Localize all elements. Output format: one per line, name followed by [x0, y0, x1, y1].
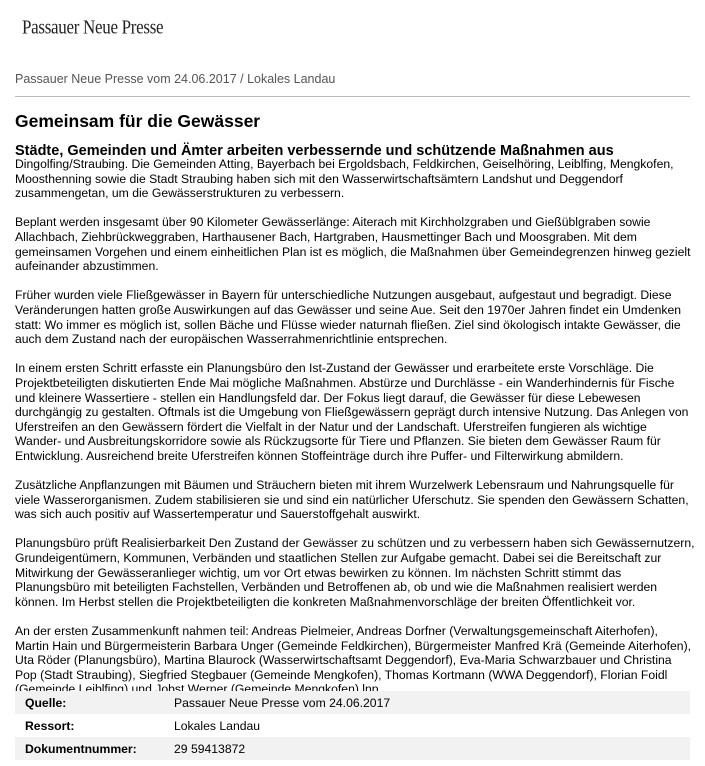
article-paragraph: An der ersten Zusammenkunft nahmen teil: Andreas Pielmeier, Andreas Dorfner (Verwaltungsgemeinschaft Aiterhofen), Martin Hain und Bürgermeisterin Barbara Unger (Gemeinde Feldkirchen), Bürgermeister Manfred Krä (Gemeinde Aiterhofen), Uta Röder (Planungsbüro), Martina Blaurock (Wasserwirtschaftsamt Deggendorf), Eva-Maria Schwarzbauer und Christina Pop (Stadt Straubing), Siegfried Stegbauer (Gemeinde Mengkofen), Thomas Kortmann (WWA Deggendorf), Florian Foidl (Gemeinde Leiblfing) und Jobst Werner (Gemeinde Mengkofen).lnp [15, 624, 692, 697]
article-paragraph: Früher wurden viele Fließgewässer in Bayern für unterschiedliche Nutzungen ausgebaut, aufgestaut und begradigt. Diese Veränderungen hatten große Auswirkungen auf das Gewässer und seine Aue. Seit den 1970er Jahren findet ein Umdenken statt: Wo immer es möglich ist, sollen Bäche und Flüsse wieder naturnah fließen. Ziel sind ökologisch intakte Gewässer, die auch dem Zustand nach der europäischen Wasserrahmenrichtlinie entsprechen. [15, 288, 682, 347]
meta-row-quelle [15, 691, 690, 714]
source-line: Passauer Neue Presse vom 24.06.2017 / Lokales Landau [15, 72, 336, 86]
article-paragraph: In einem ersten Schritt erfasste ein Planungsbüro den Ist-Zustand der Gewässer und erarbeitete erste Vorschläge. Die Projektbeteiligten diskutierten Ende Mai mögliche Maßnahmen. Abstürze und Durchlässe - ein Wanderhindernis für Fische und kleinere Wassertiere - stellen ein Handlungsfeld dar. Der Fokus liegt darauf, die Gewässer für diese Lebewesen durchgängig zu gestalten. Oftmals ist die Umgebung von Fließgewässern geprägt durch intensive Nutzung. Das Anlegen von Uferstreifen an den Gewässern fördert die Vielfalt in der Natur und der Landschaft. Uferstreifen fungieren als wichtige Wander- und Ausbreitungskorridore sowie als Rückzugsorte für Tiere und Pflanzen. Sie bieten dem Gewässer Raum für Entwicklung. Ausreichend breite Uferstreifen können Stoffeinträge durch ihre Puffer- und Filterwirkung abmildern. [15, 361, 689, 463]
document-meta-table [15, 691, 690, 760]
meta-label: Quelle: [25, 695, 67, 710]
article-paragraph: Beplant werden insgesamt über 90 Kilometer Gewässerlänge: Aiterach mit Kirchholzgraben und Gießüblgraben sowie Allachbach, Ziehbrückweggraben, Harthausener Bach, Hartgraben, Hausmettinger Bach und Moosgraben. Mit dem gemeinsamen Vorgehen und einem einheitlichen Plan ist es möglich, die Maßnahmen über Gemeindegrenzen hinweg gezielt aufeinander abzustimmen. [15, 215, 691, 274]
header-divider [15, 96, 690, 97]
meta-row-ressort [15, 714, 690, 737]
meta-label: Ressort: [25, 718, 75, 733]
masthead-logo: Passauer Neue Presse [22, 16, 164, 38]
article-paragraph: Planungsbüro prüft Realisierbarkeit Den Zustand der Gewässer zu schützen und zu verbessern haben sich Gewässernutzern, Grundeigentümern, Kommunen, Verbänden und staatlichen Stellen zur Aufgabe gemacht. Dabei sei die Bereitschaft zur Mitwirkung der Gewässeranlieger wichtig, um vor Ort etwas bewirken zu können. Im nächsten Schritt stimmt das Planungsbüro mit beteiligten Fachstellen, Verbänden und Betroffenen ab, ob und wie die Maßnahmen realisiert werden können. Im Herbst stellen die Projektbeteiligten die konkreten Maßnahmenvorschläge der breiten Öffentlichkeit vor. [15, 536, 695, 609]
article-paragraph: Zusätzliche Anpflanzungen mit Bäumen und Sträuchern bieten mit ihrem Wurzelwerk Lebensraum und Nahrungsquelle für viele Wasserorganismen. Zudem stabilisieren sie und sind ein natürlicher Uferschutz. Sie spenden den Gewässern Schatten, was sich auch positiv auf Wassertemperatur und Sauerstoffgehalt auswirkt. [15, 478, 689, 522]
article-paragraph: Dingolfing/Straubing. Die Gemeinden Atting, Bayerbach bei Ergoldsbach, Feldkirchen, Geiselhöring, Leiblfing, Mengkofen, Moosthenning sowie die Stadt Straubing haben sich mit den Wasserwirtschaftsämtern Landshut und Deggendorf zusammengetan, um die Gewässerstrukturen zu verbessern. [15, 157, 674, 201]
meta-value: 29 59413872 [174, 741, 246, 756]
article-headline: Gemeinsam für die Gewässer [15, 111, 261, 131]
meta-label: Dokumentnummer: [25, 741, 137, 756]
meta-row-dokumentnummer [15, 737, 690, 760]
article-subheadline: Städte, Gemeinden und Ämter arbeiten verbessernde und schützende Maßnahmen aus [15, 143, 614, 159]
meta-value: Lokales Landau [174, 718, 261, 733]
article-body [15, 157, 695, 712]
meta-value: Passauer Neue Presse vom 24.06.2017 [174, 695, 391, 710]
